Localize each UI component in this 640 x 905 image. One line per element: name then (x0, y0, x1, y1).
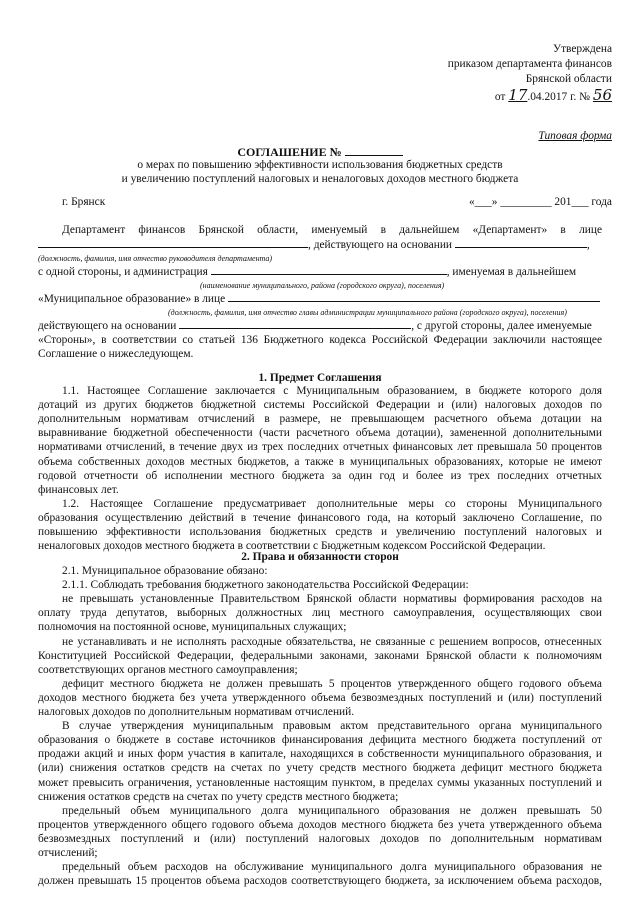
preamble-administration: с одной стороны, и администрация (38, 266, 208, 278)
approval-day-handwritten: 17 (508, 86, 528, 104)
section2-line: безвозмездных поступлений и (или) поступлений налоговых доходов по дополнительным нормативам (38, 832, 602, 845)
preamble-line-2: , действующего на основании , (38, 237, 602, 252)
section1-line: 1.1. Настоящее Соглашение заключается с Муниципальным образованием, в бюджете которого доля (62, 385, 602, 397)
approval-date: .04.2017 г. № (527, 91, 591, 103)
preamble-line-7: Соглашение о нижеследующем. (38, 348, 194, 360)
section2-line: доходов местного бюджета без учета утвержденного объема безвозмездных поступлений и (или) поступлений (38, 691, 602, 704)
section1-line: объема собственных доходов местных бюджетов, а также в муниципальных образованиях, которые не имеют (38, 455, 602, 468)
note-mo-head: (должность, фамилия, имя отчество главы администрации муниципального района (городского округа), поселения) (168, 308, 567, 317)
approval-line-3: Брянской области (525, 73, 612, 85)
preamble-hereinafter: , именуемая в дальнейшем (446, 266, 577, 278)
section2-line: отчислений; (38, 847, 98, 859)
preamble-line-6: «Стороны», в соответствии со статьей 136 Бюджетного кодекса Российской Федерации заключили настоящее (38, 334, 602, 346)
section2-line: В случае утверждения муниципальным правовым актом представительного органа муниципального (62, 720, 602, 733)
section1-line: дополнительным нормативам отчислений в размере, не превышающем расчетного объема дотации на (38, 413, 602, 426)
preamble-line-4 (38, 291, 602, 306)
approval-line-4 (495, 88, 612, 104)
section2-line: предельный объем расходов на обслуживание муниципального долга муниципального образования не (62, 861, 602, 874)
section2-line: может превысить ограничения, установленные настоящим пунктом, в пределах суммы указанных поступлений и (38, 776, 602, 789)
section2-line: налоговых доходов по дополнительным нормативам отчислений. (38, 706, 355, 718)
section1-line: повышению эффективности использования бюджетных средств и увеличению поступлений налоговых и (38, 526, 602, 538)
agreement-number-blank (345, 145, 403, 156)
section2-line: оплату труда депутатов, выборных должностных лиц местного самоуправления, осуществляющих свои (38, 607, 602, 620)
section2-line: образования о бюджете в составе источников финансирования дефицита местного бюджета поступлений от (38, 734, 602, 747)
note-head-of-department: (должность, фамилия, имя отчество руководителя департамента) (38, 254, 273, 263)
section1-line: нормативами отчислений, в течение двух из трех последних отчетных финансовых лет превышала 50 процентов (38, 441, 602, 454)
section1-line: 1.2. Настоящее Соглашение предусматривает дополнительные меры со стороны Муниципального (62, 497, 602, 510)
section2-line: процентов утвержденного общего годового объема доходов местного бюджета без учета утвержденного объема (38, 818, 602, 831)
agreement-subtitle-2: и увеличению поступлений налоговых и неналоговых доходов местного бюджета (121, 173, 519, 185)
basis-blank-2 (179, 318, 411, 329)
agreement-subtitle-1: о мерах по повышению эффективности использования бюджетных средств (137, 159, 503, 171)
section-2-heading: 2. Права и обязанности сторон (241, 551, 399, 563)
agreement-title: СОГЛАШЕНИЕ № (237, 145, 342, 159)
preamble-line-5 (38, 318, 602, 333)
section2-line: не устанавливать и не исполнять расходные обязательства, не связанные с решением вопросов, отнесенных (62, 635, 602, 648)
approval-number-handwritten: 56 (592, 86, 612, 104)
note-municipality: (наименование муниципального, района (городского округа), поселения) (200, 281, 445, 290)
section2-line: должен превышать 15 процентов объема расходов соответствующего бюджета, за исключением объема расходов, (38, 875, 602, 888)
section2-line: дефицит местного бюджета не должен превышать 5 процентов утвержденного общего годового объема (62, 677, 602, 690)
section1-line: неналоговых доходов местного бюджета в соответствии с Бюджетным кодексом Российской Федерации. (38, 540, 546, 553)
section1-line: выравнивание бюджетной обеспеченности (части расчетного объема дотации), замененной дополнительными (38, 427, 602, 440)
section2-line: предельный объем муниципального долга муниципального образования не должен превышать 50 (62, 804, 602, 817)
preamble-mo-in-person: «Муниципальное образование» в лице (38, 293, 226, 305)
section-1-heading: 1. Предмет Соглашения (258, 372, 382, 384)
approval-line-2: приказом департамента финансов (447, 58, 612, 70)
preamble-acting-basis: , действующего на основании (308, 239, 453, 251)
mo-head-blank (228, 291, 600, 302)
agreement-heading (0, 145, 640, 159)
city: г. Брянск (62, 196, 106, 208)
section2-line: продажи акций и иных форм участия в капитале, находящихся в собственности муниципального образования, и (38, 748, 602, 761)
section2-line: (или) снижения остатков средств на счетах по учету средств местного бюджета дефицит местного бюджета (38, 762, 602, 775)
agreement-date: «___» _________ 201___ года (468, 196, 612, 208)
form-type: Типовая форма (538, 130, 612, 142)
approval-line-1: Утверждена (553, 43, 612, 55)
preamble-line-1: Департамент финансов Брянской области, именуемый в дальнейшем «Департамент» в лице (62, 224, 602, 236)
section2-line: Конституцией Российской Федерации, федеральными законами, законами Брянской области к полномочиям (38, 649, 602, 662)
section2-line: соответствующих органов местного самоуправления; (38, 663, 298, 676)
section2-line: снижения остатков средств на счетах по учету средств местного бюджета; (38, 790, 399, 803)
section2-line: 2.1.1. Соблюдать требования бюджетного законодательства Российской Федерации: (62, 579, 469, 592)
section2-line: 2.1. Муниципальное образование обязано: (62, 565, 268, 577)
section1-line: образования осуществлению действий в течение финансового года, на который заключено Соглашение, по (38, 511, 602, 524)
section2-line: не превышать установленные Правительством Брянской области нормативы формирования расходов на (62, 593, 602, 606)
municipality-name-blank (211, 264, 447, 275)
preamble-acting-basis-2: действующего на основании (38, 320, 177, 332)
section2-line: полномочия на постоянной основе, муниципальных служащих; (38, 621, 347, 634)
basis-blank (455, 237, 587, 248)
section1-line: финансовых лет. (38, 483, 119, 496)
preamble-line-3 (38, 264, 602, 279)
preamble-other-side: , с другой стороны, далее именуемые (411, 320, 592, 332)
approval-from: от (494, 91, 506, 103)
section1-line: дотаций из других бюджетов бюджетной системы Российской Федерации и (или) налоговых доходов по (38, 399, 602, 412)
section1-line: годовой отчетности об исполнении местного бюджета за один год и более из трех последних отчетных (38, 469, 602, 482)
head-position-blank (38, 237, 308, 248)
